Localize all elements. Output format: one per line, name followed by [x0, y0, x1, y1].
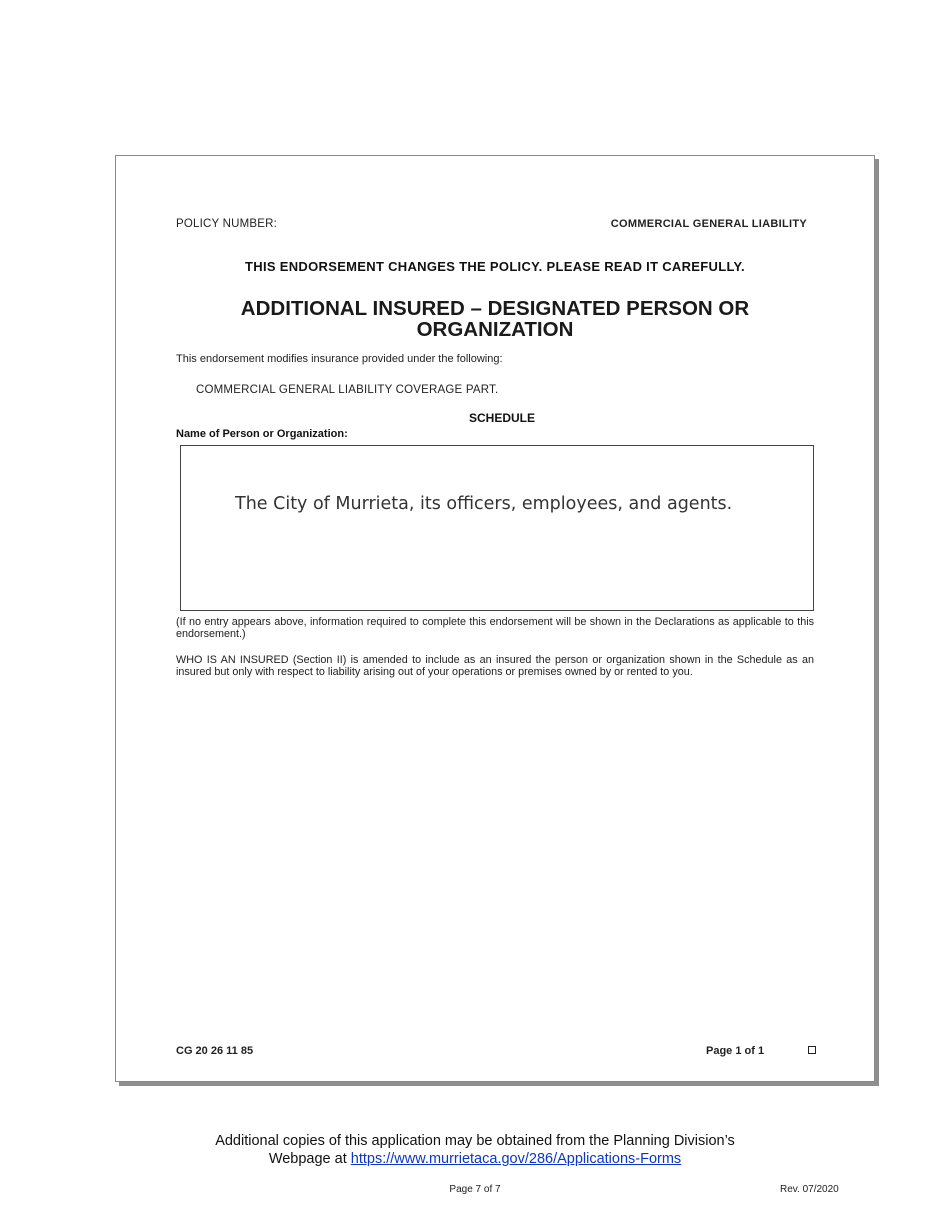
form-title [156, 298, 834, 340]
name-of-person-label: Name of Person or Organization: [176, 428, 348, 440]
insured-name-entry: The City of Murrieta, its officers, employees, and agents. [235, 494, 733, 514]
footer-note [0, 1132, 950, 1168]
form-code: CG 20 26 11 85 [176, 1045, 254, 1057]
square-mark-icon [808, 1046, 816, 1054]
line-of-business-header: COMMERCIAL GENERAL LIABILITY [610, 218, 807, 230]
footer-page-number: Page 7 of 7 [449, 1184, 501, 1195]
footer-revision: Rev. 07/2020 [780, 1184, 839, 1195]
modifies-statement: This endorsement modifies insurance provided under the following: [176, 353, 503, 365]
no-entry-note: (If no entry appears above, information required to complete this endorsement will be shown in the Declarations as applicable to this endorsement.) [176, 616, 814, 640]
footer-note-line-1: Additional copies of this application may be obtained from the Planning Division’s [215, 1133, 735, 1149]
coverage-part: COMMERCIAL GENERAL LIABILITY COVERAGE PART. [196, 384, 499, 396]
form-title-line-1: ADDITIONAL INSURED – DESIGNATED PERSON OR [240, 297, 750, 320]
policy-number-label: POLICY NUMBER: [176, 218, 277, 230]
schedule-heading: SCHEDULE [468, 411, 535, 425]
form-page-number: Page 1 of 1 [706, 1045, 765, 1057]
footer-note-line-2 [0, 1150, 950, 1168]
endorsement-form-image [115, 155, 875, 1082]
form-title-line-2: ORGANIZATION [416, 318, 574, 341]
schedule-entry-box [180, 445, 814, 611]
applications-forms-link[interactable]: https://www.murrietaca.gov/286/Applications-Forms [350, 1151, 682, 1167]
endorsement-notice: THIS ENDORSEMENT CHANGES THE POLICY. PLEASE READ IT CAREFULLY. [245, 259, 745, 274]
footer-note-prefix: Webpage at [268, 1151, 347, 1167]
who-is-insured-clause: WHO IS AN INSURED (Section II) is amended to include as an insured the person or organization shown in the Schedule as an insured but only with respect to liability arising out of your operations or premises owned by or rented to you. [176, 654, 814, 678]
